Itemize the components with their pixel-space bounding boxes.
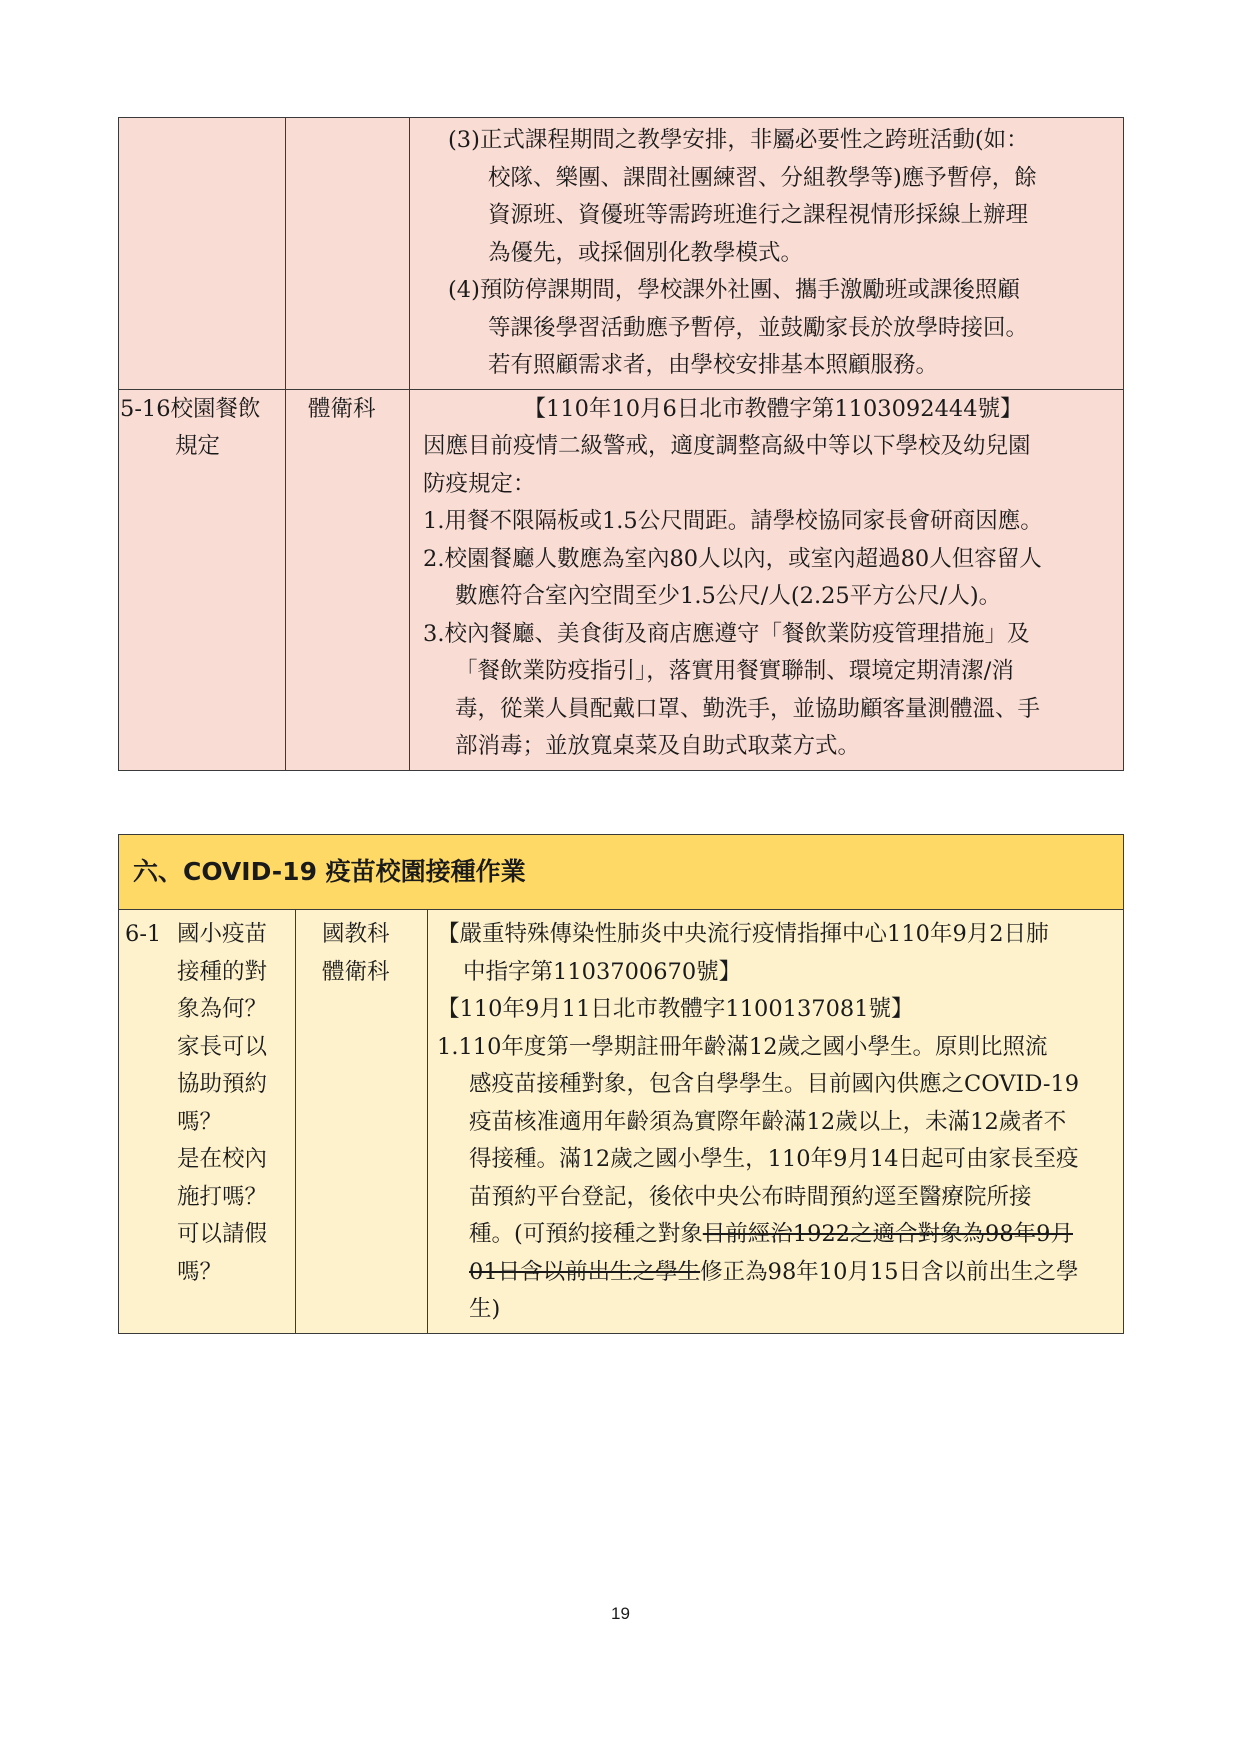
question-line: 嗎？ (177, 1258, 223, 1285)
list-item-cont (437, 1216, 1123, 1254)
list-item: (3)正式課程期間之教學安排，非屬必要性之跨班活動(如： (448, 127, 1029, 153)
list-item-cont: 部消毒；並放寬桌菜及自助式取菜方式。 (455, 733, 861, 759)
list-item-cont: 資源班、資優班等需跨班進行之課程視情形採線上辦理 (488, 202, 1029, 228)
content-cell (410, 389, 1124, 770)
question-line: 施打嗎？ (177, 1183, 268, 1210)
table-row (119, 910, 1124, 1334)
list-item-cont: 等課後學習活動應予暫停，並鼓勵家長於放學時接回。 (488, 314, 1029, 341)
question-line: 象為何？ (177, 996, 268, 1022)
paragraph: 防疫規定： (423, 470, 536, 497)
question-line: 可以請假 (177, 1221, 268, 1247)
table-row (119, 389, 1124, 770)
item-cell (119, 118, 286, 390)
deleted-text: 01日含以前出生之學生 (469, 1258, 701, 1285)
section-title (119, 835, 1124, 910)
item-title: 5-16校園餐飲 (120, 395, 261, 422)
table-section5 (118, 117, 1124, 771)
list-item: 2.校園餐廳人數應為室內80人以內，或室內超過80人但容留人 (423, 545, 1042, 572)
unit-cell (286, 389, 410, 770)
text-span: 修正為98年10月15日含以前出生之學 (700, 1258, 1079, 1285)
section-header-row (119, 835, 1124, 910)
page-number: 19 (611, 1604, 630, 1623)
unit-label: 國教科 (322, 921, 390, 947)
list-item: 3.校內餐廳、美食街及商店應遵守「餐飲業防疫管理措施」及 (423, 620, 1030, 647)
list-item-cont: 數應符合室內空間至少1.5公尺/人(2.25平方公尺/人)。 (455, 583, 1002, 609)
content-cell (428, 910, 1124, 1334)
item-number: 6-1 (125, 921, 162, 947)
list-item: (4)預防停課期間，學校課外社團、攜手激勵班或課後照顧 (448, 277, 1020, 303)
list-item-cont: 得接種。滿12歲之國小學生，110年9月14日起可由家長至疫 (469, 1146, 1079, 1172)
question-line: 接種的對 (177, 958, 268, 985)
question-line: 家長可以 (177, 1033, 268, 1060)
item-title-cont: 規定 (175, 433, 221, 459)
text-span: 種。(可預約接種之對象 (469, 1221, 703, 1247)
list-item-cont: 為優先，或採個別化教學模式。 (488, 239, 804, 266)
deleted-text: 目前經治1922之適合對象為98年9月 (702, 1221, 1073, 1247)
reference: 【110年9月11日北市教體字1100137081號】 (437, 996, 914, 1022)
question-line: 是在校內 (177, 1146, 268, 1172)
list-item: 1.110年度第一學期註冊年齡滿12歲之國小學生。原則比照流 (437, 1033, 1048, 1060)
list-item-cont: 生) (469, 1296, 501, 1322)
list-item-cont: 苗預約平台登記，後依中央公布時間預約逕至醫療院所接 (469, 1183, 1032, 1210)
list-item-cont: 校隊、樂團、課間社團練習、分組教學等)應予暫停，餘 (488, 164, 1037, 191)
unit-cell (296, 910, 428, 1334)
list-item-cont: 「餐飲業防疫指引」，落實用餐實聯制、環境定期清潔/消 (455, 658, 1014, 684)
item-cell (119, 389, 286, 770)
list-item-cont: 若有照顧需求者，由學校安排基本照顧服務。 (488, 352, 939, 378)
list-item: 1.用餐不限隔板或1.5公尺間距。請學校協同家長會研商因應。 (423, 508, 1043, 534)
unit-label: 體衛科 (322, 958, 390, 985)
list-item-cont: 毒，從業人員配戴口罩、勤洗手，並協助顧客量測體溫、手 (455, 695, 1041, 722)
unit-label: 體衛科 (308, 395, 376, 422)
list-item-cont (437, 1254, 1123, 1292)
item-question (177, 916, 267, 1291)
list-item-cont: 疫苗核准適用年齡須為實際年齡滿12歲以上，未滿12歲者不 (469, 1108, 1067, 1135)
item-cell (119, 910, 296, 1334)
content-cell (410, 118, 1124, 390)
reference-cont: 中指字第1103700670號】 (463, 958, 742, 985)
question-line: 國小疫苗 (177, 921, 268, 947)
table-row (119, 118, 1124, 390)
paragraph: 因應目前疫情二級警戒，適度調整高級中等以下學校及幼兒園 (423, 433, 1031, 459)
unit-cell (286, 118, 410, 390)
reference: 【110年10月6日北市教體字第1103092444號】 (523, 395, 1023, 422)
section-title-text: 六、COVID-19 疫苗校園接種作業 (133, 857, 526, 887)
question-line: 嗎？ (177, 1108, 223, 1135)
table-section6 (118, 834, 1124, 1334)
reference: 【嚴重特殊傳染性肺炎中央流行疫情指揮中心110年9月2日肺 (437, 921, 1049, 947)
question-line: 協助預約 (177, 1071, 268, 1097)
list-item-cont: 感疫苗接種對象，包含自學學生。目前國內供應之COVID-19 (469, 1071, 1080, 1097)
